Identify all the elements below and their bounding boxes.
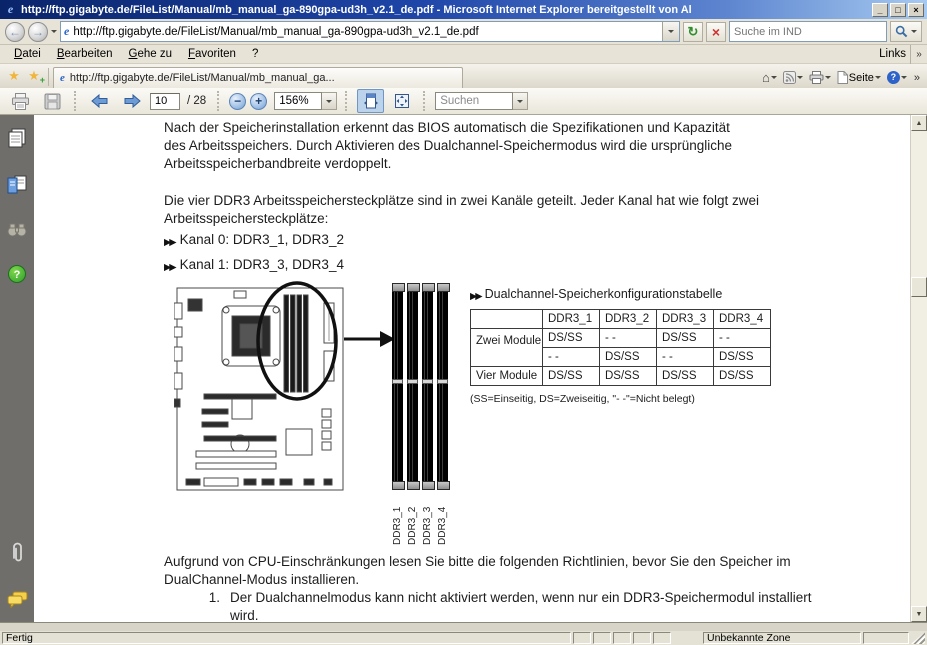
home-caret-icon[interactable] [771,76,777,82]
refresh-button[interactable]: ↻ [683,22,703,42]
bullet-kanal-0 [164,231,344,252]
window-title: http://ftp.gigabyte.de/FileList/Manual/mb_manual_ga-890gpa-ud3h_v2.1_de.pdf - Microsoft Internet Explorer bereitgestellt von Al [21,3,692,16]
status-panel [653,632,671,644]
dimm-label: DDR3_4 [437,506,448,545]
pdf-page [34,115,910,622]
chevron-down-icon [326,100,332,106]
table-cell: DS/SS [543,367,600,386]
page-count-label: / 28 [187,95,207,107]
menu-bearbeiten[interactable]: Bearbeiten [56,48,113,60]
close-button[interactable]: × [908,3,924,17]
window-frame-strip [0,622,927,631]
table-cell: DS/SS [714,367,771,386]
text-line: Die vier DDR3 Arbeitsspeichersteckplätze sind in zwei Kanäle geteilt. Jeder Kanal hat wie folgt zwei [164,193,760,208]
dimm-notch [437,379,448,384]
motherboard-diagram [174,281,396,495]
search-input[interactable] [729,21,887,42]
back-button[interactable]: ← [5,22,25,42]
header-cell [471,310,543,329]
tab-separator [48,68,49,86]
home-icon: ⌂ [761,70,770,85]
command-bar [760,70,923,88]
scrolling-mode-button[interactable] [357,89,384,113]
scroll-up-button[interactable]: ▲ [911,115,927,131]
stop-button[interactable]: × [706,22,726,42]
dimm-notch [407,379,418,384]
comments-panel-button[interactable] [6,588,28,610]
comments-icon [7,591,28,608]
search-panel-button[interactable] [6,219,28,241]
status-panel [863,632,909,644]
status-panel [633,632,651,644]
toolbar-separator [74,91,78,111]
chevron-down-icon [517,100,523,106]
rss-feed-icon [783,71,796,84]
bullet-text: Kanal 1: DDR3_3, DDR3_4 [179,257,344,272]
dimm-label: DDR3_2 [407,506,418,545]
resize-grip[interactable] [911,632,925,644]
address-dropdown-button[interactable] [662,22,679,41]
toolbar-separator [217,91,221,111]
text-line: wird. [230,608,259,622]
table-cell: DS/SS [657,329,714,348]
tab-favicon-icon: e [60,72,65,84]
page-icon [837,71,848,84]
table-cell: DS/SS [543,329,600,348]
arrow-right-icon [123,94,141,108]
table-row [471,329,771,348]
bullet-arrows-icon: ▶▶ [470,291,481,302]
help-icon: ? [887,71,900,84]
list-number: 1. [208,590,220,605]
bookmarks-panel-button[interactable] [6,173,28,195]
dimm-label: DDR3_3 [422,506,433,545]
content-area [0,115,927,622]
row-label-cell: Zwei Module [471,329,543,367]
header-cell: DDR3_4 [714,310,771,329]
list-item-text [230,589,812,622]
plus-badge-icon: + [39,75,45,85]
bullet-text: Kanal 0: DDR3_1, DDR3_2 [179,232,344,247]
dimm-notch [422,379,433,384]
table-row [471,367,771,386]
paragraph-3 [164,553,791,589]
previous-page-button[interactable] [86,90,114,113]
bullet-kanal-1 [164,256,344,277]
tab-title: http://ftp.gigabyte.de/FileList/Manual/mb_manual_ga... [69,72,335,84]
row-label-cell: Vier Module [471,367,543,386]
table-cell: - - [714,329,771,348]
text-line: Nach der Speicherinstallation erkennt das BIOS automatisch die Spezifikationen und Kapazität [164,120,730,135]
print-button[interactable] [807,71,833,84]
active-tab[interactable] [53,67,463,88]
table-header-row [471,310,771,329]
dimm-slot [392,283,403,490]
favorites-center-button[interactable]: ★ [8,68,20,83]
printer-icon [809,71,824,84]
numbered-list-item-1 [202,589,812,622]
address-field[interactable] [60,21,680,42]
star-icon: ★ [28,68,40,83]
text-line: DualChannel-Modus installieren. [164,572,360,587]
print-caret-icon[interactable] [825,76,831,82]
header-cell: DDR3_2 [600,310,657,329]
paragraph-1 [164,119,732,173]
table-cell: DS/SS [600,367,657,386]
search-go-button[interactable] [890,21,922,42]
table-caption [470,285,790,306]
table-cell: DS/SS [714,348,771,367]
callout-arrow-icon [344,331,395,347]
table-caption-text: Dualchannel-Speicherkonfigurationstabelle [484,287,723,301]
search-options-caret-icon[interactable] [911,30,917,36]
next-page-button[interactable] [118,90,146,113]
text-line: Arbeitsspeichersteckplätze: [164,211,329,226]
address-url[interactable]: http://ftp.gigabyte.de/FileList/Manual/mb_manual_ga-890gpa-ud3h_v2.1_de.pdf [73,25,479,38]
fit-page-button[interactable] [388,89,415,113]
search-icon [895,25,908,38]
pdf-printer-icon [11,93,30,110]
toolbar-separator [345,91,349,111]
scroll-down-button[interactable]: ▼ [911,606,927,622]
status-gap [673,632,701,644]
zoom-level-combo[interactable]: 156% [274,92,322,110]
table-footnote: (SS=Einseitig, DS=Zweiseitig, "- -"=Nicht belegt) [470,393,695,405]
home-button[interactable] [760,70,779,85]
pdf-save-button[interactable] [38,90,66,113]
paperclip-icon [10,542,24,564]
dualchannel-config-table [470,309,771,386]
bullet-arrows-icon: ▶▶ [164,237,175,248]
dimm-slot [422,283,433,490]
page-menu-caret-icon[interactable] [875,76,881,82]
feeds-caret-icon[interactable] [797,76,803,82]
pdf-search-caret-button[interactable] [513,92,528,110]
menu-favoriten[interactable]: Favoriten [187,48,236,60]
zoom-in-button[interactable]: + [250,93,267,110]
scroll-page-icon [363,93,379,109]
bullet-arrows-icon: ▶▶ [164,262,175,273]
help-caret-icon[interactable] [901,76,907,82]
dimm-slot-labels [392,493,448,545]
pdf-search-combo[interactable]: Suchen [435,92,513,110]
tab-bar [0,64,927,88]
vertical-scrollbar[interactable] [910,115,927,622]
pages-icon [8,128,26,148]
page-menu-label: Seite [848,71,874,84]
zoom-combo-caret-button[interactable] [322,92,337,110]
menu-hilfe[interactable]: ? [251,48,259,60]
pdf-sidebar [0,115,34,622]
fit-page-icon [394,93,410,109]
table-cell: - - [543,348,600,367]
table-cell: DS/SS [657,367,714,386]
minimize-button[interactable]: _ [872,3,888,17]
address-bar [0,19,927,45]
arrow-left-icon [91,94,109,108]
table-cell: DS/SS [600,348,657,367]
status-panel [573,632,591,644]
title-bar [0,0,927,19]
status-panel [613,632,631,644]
ie-logo-icon: e [7,2,14,16]
status-bar [0,631,927,645]
bookmarks-icon [7,175,27,194]
feeds-button[interactable] [781,71,805,84]
menu-gehe-zu[interactable]: Gehe zu [128,48,172,60]
menu-datei[interactable]: Datei [14,48,41,60]
chevron-down-icon [668,30,674,36]
pages-panel-button[interactable] [6,127,28,149]
paragraph-2 [164,192,759,228]
history-caret-icon[interactable] [51,30,57,36]
page-menu-button[interactable] [835,71,883,84]
text-line: Der Dualchannelmodus kann nicht aktiviert werden, wenn nur ein DDR3-Speichermodul installiert [230,590,812,605]
add-favorite-button[interactable] [24,66,44,86]
help-button[interactable] [885,71,909,84]
zoom-out-button[interactable]: − [229,93,246,110]
dimm-slot [407,283,418,490]
how-to-panel-button[interactable]: ? [8,265,26,283]
dimm-notch [392,379,403,384]
forward-button[interactable]: → [28,22,48,42]
table-cell: - - [600,329,657,348]
binoculars-icon [7,223,27,237]
text-line: des Arbeitsspeichers. Durch Aktivieren des Dualchannel-Speichermodus wird die ursprüngliche [164,138,733,153]
scrollbar-thumb[interactable] [911,277,927,297]
header-cell: DDR3_3 [657,310,714,329]
commandbar-overflow-button[interactable]: » [913,71,920,84]
pdf-print-button[interactable] [6,90,34,113]
links-overflow-button[interactable]: » [910,45,927,64]
scrollbar-track[interactable] [911,131,927,606]
dimm-slot [437,283,448,490]
config-table-block [470,285,790,408]
page-favicon-icon: e [64,24,70,38]
status-text: Fertig [2,632,571,644]
header-cell: DDR3_1 [543,310,600,329]
page-number-input[interactable] [150,93,180,110]
text-line: Arbeitsspeicherbandbreite verdoppelt. [164,156,392,171]
toolbar-separator [423,91,427,111]
table-cell: - - [657,348,714,367]
dimm-slots-illustration [392,283,448,490]
status-panel [593,632,611,644]
dimm-label: DDR3_1 [392,506,403,545]
pdf-toolbar [0,88,927,115]
attachments-panel-button[interactable] [6,542,28,564]
menu-bar [0,45,927,64]
security-zone-label: Unbekannte Zone [703,632,861,644]
maximize-button[interactable]: □ [890,3,906,17]
save-floppy-icon [44,93,61,110]
text-line: Aufgrund von CPU-Einschränkungen lesen Sie bitte die folgenden Richtlinien, bevor Sie den Speicher im [164,554,791,569]
links-toolbar-label[interactable]: Links [879,48,906,60]
